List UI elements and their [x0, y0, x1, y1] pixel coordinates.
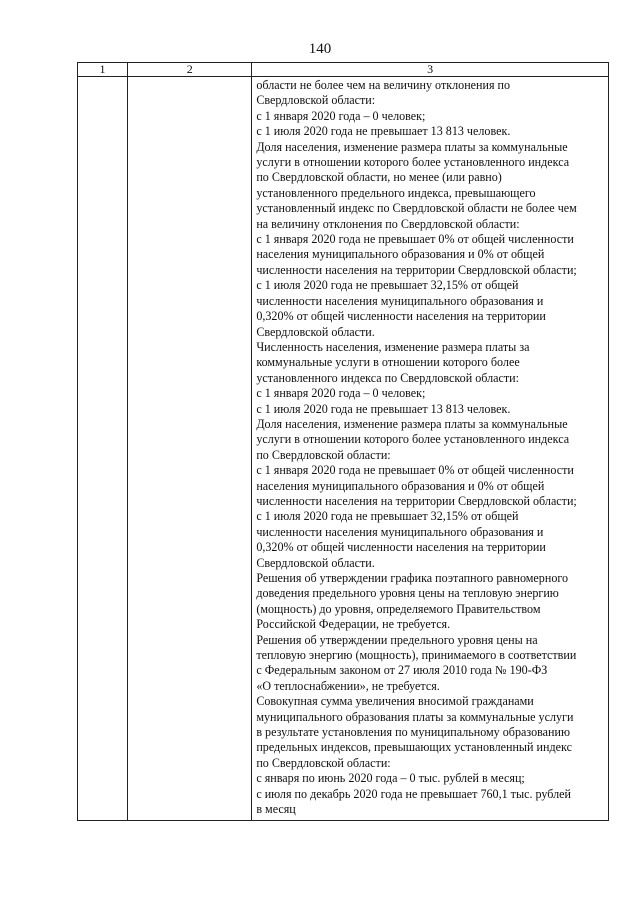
text-line: доведения предельного уровня цены на тепловую энергию — [256, 586, 559, 601]
text-line: с Федеральным законом от 27 июля 2010 года № 190-ФЗ — [256, 663, 548, 678]
text-line: установленного индекса по Свердловской области: — [256, 370, 520, 385]
text-line: с 1 июля 2020 года не превышает 13 813 человек. — [256, 401, 511, 416]
column-header-2: 2 — [128, 63, 252, 77]
text-line: «О теплоснабжении», не требуется. — [256, 678, 440, 693]
text-line: с 1 июля 2020 года не превышает 13 813 человек. — [256, 124, 511, 139]
cell-col-1 — [78, 77, 128, 821]
text-line: Численность населения, изменение размера платы за — [256, 339, 530, 354]
cell-col-2 — [128, 77, 252, 821]
text-line: 0,320% от общей численности населения на территории — [256, 540, 546, 555]
text-line: Свердловской области: — [256, 93, 376, 108]
text-line: Решения об утверждении предельного уровня цены на — [256, 632, 538, 647]
text-line: 0,320% от общей численности населения на территории — [256, 309, 546, 324]
text-line: населения муниципального образования и 0% от общей — [256, 247, 545, 262]
text-line: на величину отклонения по Свердловской области: — [256, 216, 520, 231]
text-line: установленного предельного индекса, превышающего — [256, 185, 536, 200]
text-line: с 1 января 2020 года не превышает 0% от общей численности — [256, 463, 574, 478]
text-line: области не более чем на величину отклонения по — [256, 78, 511, 92]
column-header-1: 1 — [78, 63, 128, 77]
text-line: коммунальные услуги в отношении которого более — [256, 355, 520, 370]
text-line: муниципального образования платы за коммунальные услуги — [256, 709, 574, 724]
document-table — [77, 62, 609, 821]
text-line: (мощность) до уровня, определяемого Правительством — [256, 601, 541, 616]
text-line: с 1 января 2020 года – 0 человек; — [256, 108, 426, 123]
table-row — [78, 77, 609, 821]
text-line: населения муниципального образования и 0% от общей — [256, 478, 545, 493]
text-line: по Свердловской области: — [256, 447, 391, 462]
text-line: предельных индексов, превышающих установленный индекс — [256, 740, 572, 755]
text-line: численности населения на территории Свердловской области; — [256, 493, 577, 508]
text-line: Свердловской области. — [256, 324, 375, 339]
text-line: с 1 января 2020 года – 0 человек; — [256, 386, 426, 401]
text-line: Доля населения, изменение размера платы за коммунальные — [256, 416, 568, 431]
page-number: 140 — [308, 41, 332, 57]
text-line: Российской Федерации, не требуется. — [256, 617, 451, 632]
text-line: численности населения муниципального образования и — [256, 524, 544, 539]
text-line: с 1 января 2020 года не превышает 0% от общей численности — [256, 232, 574, 247]
text-line: с января по июнь 2020 года – 0 тыс. рублей в месяц; — [256, 771, 525, 786]
text-line: Доля населения, изменение размера платы за коммунальные — [256, 139, 568, 154]
text-line: в месяц — [256, 802, 296, 817]
text-line: услуги в отношении которого более установленного индекса — [256, 155, 570, 170]
text-line: в результате установления по муниципальному образованию — [256, 725, 571, 740]
text-line: по Свердловской области, но менее (или равно) — [256, 170, 502, 185]
text-line: услуги в отношении которого более установленного индекса — [256, 432, 570, 447]
text-line: установленный индекс по Свердловской области не более чем — [256, 201, 577, 216]
text-line: с июля по декабрь 2020 года не превышает 760,1 тыс. рублей — [256, 786, 572, 801]
text-line: Свердловской области. — [256, 555, 375, 570]
text-line: Совокупная сумма увеличения вносимой гражданами — [256, 694, 534, 709]
text-line: с 1 июля 2020 года не превышает 32,15% от общей — [256, 509, 519, 524]
text-line: с 1 июля 2020 года не превышает 32,15% от общей — [256, 278, 519, 293]
column-header-3: 3 — [252, 63, 609, 77]
text-line: Решения об утверждении графика поэтапного равномерного — [256, 571, 569, 585]
cell-col-3 — [252, 77, 609, 821]
text-line: численности населения муниципального образования и — [256, 293, 544, 308]
table-header-row — [78, 63, 609, 77]
text-line: численности населения на территории Свердловской области; — [256, 262, 577, 277]
text-line: по Свердловской области: — [256, 755, 391, 770]
text-line: тепловую энергию (мощность), принимаемого в соответствии — [256, 648, 577, 663]
cell-col-3-text — [252, 77, 608, 820]
